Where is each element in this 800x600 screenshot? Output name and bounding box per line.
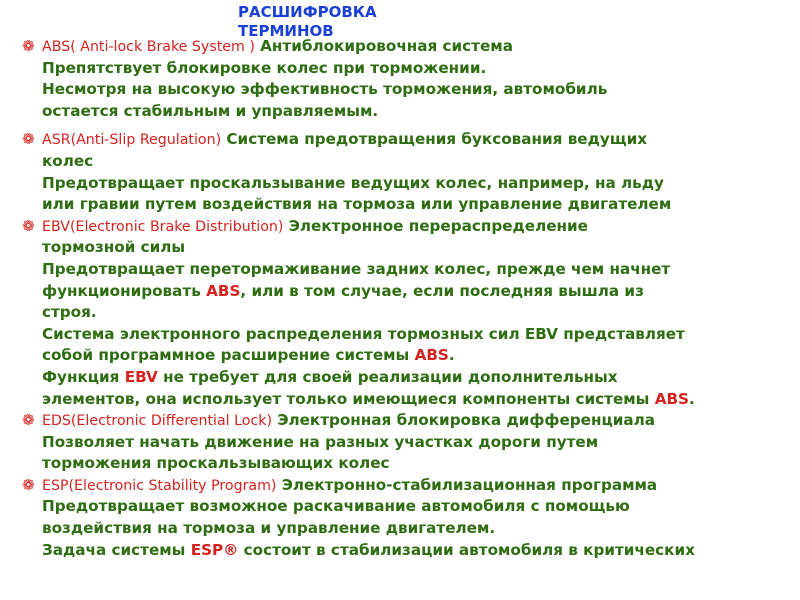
term-asr-desc-3: или гравии путем воздействия на тормоза или управление двигателем xyxy=(42,195,672,214)
term-esp-desc-3: Задача системы ESP® состоит в стабилизации автомобиля в критических xyxy=(42,540,695,559)
term-ebv-desc-1: тормозной силы xyxy=(42,238,186,257)
term-abs-desc-1: Препятствует блокировке колес при торможении. xyxy=(42,58,487,77)
term-esp-name: Электронно-стабилизационная программа xyxy=(276,475,658,494)
term-asr-title: ASR(Anti-Slip Regulation) xyxy=(42,132,222,149)
term-abs-desc-2: Несмотря на высокую эффективность торможения, автомобиль xyxy=(42,80,608,99)
term-ebv-desc-2: Предотвращает перетормаживание задних колес, прежде чем начнет xyxy=(42,259,671,278)
flower-bullet-icon: ❁ xyxy=(22,130,35,149)
term-abs-name: Антиблокировочная система xyxy=(254,37,513,55)
flower-bullet-icon: ❁ xyxy=(22,37,35,55)
term-esp-title: ESP(Electronic Stability Program) xyxy=(42,477,277,494)
term-abs xyxy=(22,36,782,122)
term-ebv-title: EBV(Electronic Brake Distribution) xyxy=(42,218,284,235)
abs-ref: ABS xyxy=(206,281,241,300)
term-ebv-name: Электронное перераспределение xyxy=(283,216,588,235)
term-eds-name: Электронная блокировка дифференциала xyxy=(272,411,655,430)
term-eds-desc-2: торможения проскальзывающих колес xyxy=(42,454,390,473)
term-asr-name: Система предотвращения буксования ведущих xyxy=(221,130,648,149)
flower-bullet-icon: ❁ xyxy=(22,411,35,430)
term-eds-title: EDS(Electronic Differential Lock) xyxy=(42,413,273,430)
term-esp xyxy=(22,475,782,561)
term-eds-desc-1: Позволяет начать движение на разных участках дороги путем xyxy=(42,432,599,451)
ebv-ref: EBV xyxy=(124,367,158,386)
term-eds xyxy=(22,410,782,475)
page-title: РАСШИФРОВКА ТЕРМИНОВ xyxy=(238,3,377,40)
term-abs-title: ABS( Anti-lock Brake System ) xyxy=(42,39,255,55)
term-asr xyxy=(22,129,782,215)
term-abs-desc-3: остается стабильным и управляемым. xyxy=(42,101,379,120)
ebv-ref: EBV xyxy=(524,324,558,343)
abs-ref: ABS xyxy=(414,346,449,365)
esp-ref: ESP® xyxy=(190,540,239,559)
term-esp-desc-2: воздействия на тормоза и управление двигателем. xyxy=(42,519,496,538)
term-ebv-desc-7: Функция EBV не требует для своей реализации дополнительных xyxy=(42,367,618,386)
term-esp-desc-1: Предотвращает возможное раскачивание автомобиля с помощью xyxy=(42,497,630,516)
term-asr-desc-1: колес xyxy=(42,151,94,170)
flower-bullet-icon: ❁ xyxy=(22,216,35,235)
flower-bullet-icon: ❁ xyxy=(22,475,35,494)
term-asr-desc-2: Предотвращает проскальзывание ведущих колес, например, на льду xyxy=(42,173,664,192)
term-ebv-desc-5: Система электронного распределения тормозных сил EBV представляет xyxy=(42,324,685,343)
abs-ref: ABS xyxy=(654,389,689,408)
term-ebv-desc-6: собой программное расширение системы ABS. xyxy=(42,346,455,365)
term-ebv-desc-3: функционировать ABS, или в том случае, если последняя вышла из xyxy=(42,281,644,300)
term-ebv xyxy=(22,216,782,410)
terms-list xyxy=(22,36,782,561)
term-ebv-desc-8: элементов, она использует только имеющиеся компоненты системы ABS. xyxy=(42,389,695,408)
term-ebv-desc-4: строя. xyxy=(42,303,97,322)
